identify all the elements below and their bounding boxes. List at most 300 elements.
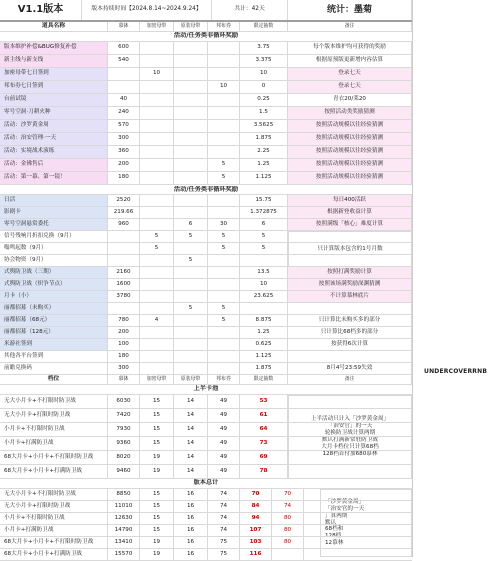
cell-limited-pulls: 1.25	[240, 327, 288, 338]
cell-limited-pulls: 70	[240, 489, 272, 500]
cell-item-name: 式舆防卫战（三期）	[0, 267, 108, 278]
total-note-line: 128档	[325, 533, 342, 540]
cell-item-name: 活动：金佛售后	[0, 159, 108, 171]
cell-encrypted-tape: 19	[140, 537, 174, 548]
cell-bangboo-ticket	[208, 107, 240, 119]
cell-limited-pulls: 1.125	[240, 351, 288, 362]
cell-note: 按照打满奖励计算	[288, 267, 412, 278]
cell-polychrome: 180	[108, 172, 140, 184]
cell-encrypted-tape	[140, 42, 174, 54]
total-note-line: 「沙罗黄金周」	[325, 498, 365, 505]
total-tier-row	[0, 525, 412, 537]
cell-encrypted-tape: 19	[140, 451, 174, 464]
statistician: 统计：墨菊	[288, 0, 412, 20]
cell-polychrome: 8850	[108, 489, 140, 500]
upper-title-row	[0, 385, 412, 395]
section1-row	[0, 133, 412, 146]
cell-limited-pulls: 78	[240, 465, 288, 478]
section2-title-row	[0, 186, 412, 195]
cell-bangboo-ticket: 75	[208, 549, 240, 560]
cell-master-tape: 14	[174, 451, 208, 464]
cell-limited-pulls: 73	[240, 437, 288, 450]
tier-col-bangboo: 邦布券	[208, 375, 240, 384]
upper-note-line: 大月卡档位只计算68档	[321, 443, 379, 450]
cell-master-tape: 14	[174, 395, 208, 408]
cell-item-name: 米游社签到	[0, 339, 108, 350]
cell-bangboo-ticket	[208, 68, 240, 80]
section1-row	[0, 172, 412, 185]
cell-limited-pulls: 0	[240, 81, 288, 93]
cell-master-tape	[174, 195, 208, 206]
total-note-line: 12慕林	[325, 540, 344, 547]
cell-item-name: 台前试镜	[0, 94, 108, 106]
section2-row	[0, 351, 412, 363]
total-tier-row	[0, 537, 412, 549]
cell-polychrome: 12630	[108, 513, 140, 524]
section2-row	[0, 267, 412, 279]
cell-limited-pulls: 53	[240, 395, 288, 408]
cell-bangboo-ticket: 30	[208, 219, 240, 230]
cell-encrypted-tape	[140, 195, 174, 206]
cell-master-tape	[174, 351, 208, 362]
cell-master-tape	[174, 243, 208, 254]
cell-item-name: 新主线与新支线	[0, 55, 108, 67]
cell-encrypted-tape	[140, 351, 174, 362]
cell-master-tape	[174, 94, 208, 106]
cell-item-name: 小月卡+不打限时防卫战	[0, 423, 108, 436]
cell-encrypted-tape	[140, 339, 174, 350]
cell-limited-pulls: 1.125	[240, 172, 288, 184]
col-master-tape: 原装母带	[174, 22, 208, 31]
cell-encrypted-tape: 15	[140, 525, 174, 536]
cell-master-tape	[174, 279, 208, 290]
cell-master-tape	[174, 172, 208, 184]
cell-bangboo-ticket: 49	[208, 437, 240, 450]
tier-col-encrypted: 加密母带	[140, 375, 174, 384]
cell-bangboo-ticket: 49	[208, 465, 240, 478]
cell-bangboo-ticket: 49	[208, 423, 240, 436]
section2-row	[0, 255, 412, 267]
section2-title: 活动/任务类非循环奖励	[173, 186, 239, 193]
cell-polychrome: 570	[108, 120, 140, 132]
section2-row	[0, 363, 412, 375]
side-watermark-label: UNDERCOVERRNB	[424, 368, 488, 375]
cell-master-tape: 16	[174, 489, 208, 500]
tier-col-polychrome: 慕钵	[108, 375, 140, 384]
upper-tier-row	[0, 465, 412, 479]
cell-item-name: 零号空洞·刀耕火种	[0, 107, 108, 119]
cell-polychrome: 9460	[108, 465, 140, 478]
tier-header-row	[0, 375, 412, 385]
upper-note-line: 轮换防卫战计算两期	[324, 430, 376, 437]
cell-bangboo-ticket	[208, 207, 240, 218]
col-notes: 备注	[288, 22, 412, 31]
cell-bangboo-ticket: 49	[208, 409, 240, 422]
cell-master-tape: 16	[174, 513, 208, 524]
tier-col-master: 原装母带	[174, 375, 208, 384]
cell-item-name: 活动：沙罗黄金周	[0, 120, 108, 132]
cell-polychrome	[108, 81, 140, 93]
cell-polychrome	[108, 68, 140, 80]
upper-note-line: 默认打满新常驻防卫战	[322, 437, 378, 443]
version-title: V1.1版本	[0, 0, 82, 20]
cell-limited-pulls: 13.5	[240, 267, 288, 278]
cell-polychrome: 100	[108, 339, 140, 350]
cell-item-name: 活动：第一幕、第一镜！	[0, 172, 108, 184]
upper-tier-row	[0, 437, 412, 451]
cell-limited-pulls	[240, 303, 288, 314]
cell-polychrome: 2160	[108, 267, 140, 278]
cell-bangboo-ticket	[208, 146, 240, 158]
section2-row	[0, 195, 412, 207]
cell-bangboo-ticket	[208, 291, 240, 302]
cell-note: 按照满级「核心」难度计算	[288, 219, 412, 230]
cell-encrypted-tape	[140, 255, 174, 266]
cell-bangboo-ticket	[208, 195, 240, 206]
cell-master-tape: 16	[174, 501, 208, 512]
cell-bangboo-ticket	[208, 133, 240, 145]
cell-polychrome	[108, 231, 140, 242]
cell-polychrome: 15570	[108, 549, 140, 560]
total-note-line: 」算两期	[325, 512, 348, 519]
cell-item-name: 式舆防卫战（炽争节点）	[0, 279, 108, 290]
cell-bangboo-ticket: 74	[208, 501, 240, 512]
cell-note: 只计算比未购买多的部分	[288, 315, 412, 326]
cell-item-name: 丽都招募（68元）	[0, 315, 108, 326]
cell-note: 登录七天	[288, 81, 412, 93]
cell-note: 8月4号23:59失效	[288, 363, 412, 374]
cell-master-tape	[174, 315, 208, 326]
cell-limited-pulls: 116	[240, 549, 272, 560]
col-polychrome: 慕钵	[108, 22, 140, 31]
section2-row	[0, 207, 412, 219]
cell-polychrome: 1600	[108, 279, 140, 290]
upper-tier-row	[0, 409, 412, 423]
col-bangboo-ticket: 邦布券	[208, 22, 240, 31]
cell-note	[288, 351, 412, 362]
cell-bangboo-ticket: 74	[208, 489, 240, 500]
cell-encrypted-tape	[140, 219, 174, 230]
cell-limited-pulls: 61	[240, 409, 288, 422]
cell-polychrome: 14790	[108, 525, 140, 536]
cell-master-tape	[174, 133, 208, 145]
cell-polychrome: 13410	[108, 537, 140, 548]
cell-item-name: 68大月卡+小月卡+打满防卫战	[0, 549, 108, 560]
cell-polychrome: 3780	[108, 291, 140, 302]
cell-master-tape	[174, 120, 208, 132]
cell-polychrome: 300	[108, 133, 140, 145]
section1-title-row	[0, 32, 412, 42]
section2-row	[0, 219, 412, 231]
upper-tier-row	[0, 423, 412, 437]
total-note-line: 「治安官的一天	[325, 505, 365, 512]
cell-encrypted-tape	[140, 120, 174, 132]
cell-item-name: 协会物资（9月）	[0, 255, 108, 266]
cell-item-name: 加密母带七日签到	[0, 68, 108, 80]
cell-polychrome: 240	[108, 107, 140, 119]
merged-note-text: 只计算版本包含的1号月数	[317, 245, 383, 252]
cell-encrypted-tape: 15	[140, 513, 174, 524]
cell-item-name: 影剧卡	[0, 207, 108, 218]
col-encrypted-tape: 加密母带	[140, 22, 174, 31]
cell-encrypted-tape	[140, 303, 174, 314]
cell-encrypted-tape	[140, 172, 174, 184]
cell-master-tape	[174, 146, 208, 158]
cell-polychrome: 960	[108, 219, 140, 230]
cell-bangboo-ticket: 5	[208, 303, 240, 314]
cell-master-tape	[174, 55, 208, 67]
section1-row	[0, 42, 412, 55]
cell-limited-pulls: 103	[240, 537, 272, 548]
cell-polychrome: 540	[108, 55, 140, 67]
cell-encrypted-tape	[140, 267, 174, 278]
cell-encrypted-tape: 15	[140, 501, 174, 512]
cell-encrypted-tape	[140, 279, 174, 290]
cell-note: 80	[272, 537, 304, 548]
cell-item-name: 68大月卡+小月卡+不打限时防卫战	[0, 451, 108, 464]
cell-master-tape: 14	[174, 437, 208, 450]
cell-encrypted-tape	[140, 363, 174, 374]
cell-polychrome: 180	[108, 351, 140, 362]
cell-master-tape	[174, 81, 208, 93]
cell-note: 不计算慕林底片	[288, 291, 412, 302]
cell-master-tape	[174, 327, 208, 338]
cell-polychrome: 780	[108, 315, 140, 326]
cell-encrypted-tape: 15	[140, 395, 174, 408]
cell-item-name: 邦布券七日签到	[0, 81, 108, 93]
section2-row	[0, 339, 412, 351]
cell-item-name: 丽都招募（未购买）	[0, 303, 108, 314]
cell-limited-pulls: 84	[240, 501, 272, 512]
cell-note: 只计算比68档多的部分	[288, 327, 412, 338]
cell-encrypted-tape	[140, 94, 174, 106]
cell-master-tape	[174, 42, 208, 54]
section1-row	[0, 94, 412, 107]
cell-bangboo-ticket	[208, 42, 240, 54]
total-note-line: 默认	[325, 519, 337, 526]
version-period: 版本持续时间【2024.8.14~2024.9.24】	[82, 0, 212, 20]
cell-note: 80	[272, 513, 304, 524]
cell-item-name: 小月卡+打满防卫战	[0, 437, 108, 450]
tier-col-notes: 备注	[288, 375, 412, 384]
total-tier-row	[0, 489, 412, 501]
cell-limited-pulls: 64	[240, 423, 288, 436]
tier-col-tier: 档位	[0, 375, 108, 384]
cell-bangboo-ticket	[208, 339, 240, 350]
cell-encrypted-tape	[140, 207, 174, 218]
cell-encrypted-tape: 4	[140, 315, 174, 326]
cell-bangboo-ticket: 74	[208, 525, 240, 536]
cell-note: 按获得6次计算	[288, 339, 412, 350]
cell-polychrome: 7930	[108, 423, 140, 436]
cell-item-name: 68大月卡+小月卡+打满防卫战	[0, 465, 108, 478]
cell-limited-pulls: 1.372875	[240, 207, 288, 218]
cell-polychrome	[108, 255, 140, 266]
cell-polychrome: 360	[108, 146, 140, 158]
cell-bangboo-ticket: 74	[208, 513, 240, 524]
section1-row	[0, 81, 412, 94]
cell-encrypted-tape: 10	[140, 68, 174, 80]
cell-note: 按照该场满奖励深渊猜测	[288, 279, 412, 290]
cell-item-name: 信号残响月折扣兑换（9月）	[0, 231, 108, 242]
cell-master-tape: 16	[174, 525, 208, 536]
cell-polychrome: 9360	[108, 437, 140, 450]
cell-bangboo-ticket: 5	[208, 231, 240, 242]
cell-master-tape	[174, 68, 208, 80]
cell-limited-pulls: 15.75	[240, 195, 288, 206]
cell-polychrome: 2520	[108, 195, 140, 206]
cell-polychrome: 200	[108, 159, 140, 171]
cell-note: 按照活动规模以往经验猜测	[288, 120, 412, 132]
cell-polychrome	[108, 243, 140, 254]
cell-item-name: 小月卡+打满防卫战	[0, 525, 108, 536]
cell-item-name: 无大小月卡+打限时防卫战	[0, 501, 108, 512]
cell-limited-pulls: 10	[240, 68, 288, 80]
cell-encrypted-tape: 15	[140, 489, 174, 500]
cell-item-name: 嗡鸣起数（9月）	[0, 243, 108, 254]
section1-row	[0, 159, 412, 172]
section2-row	[0, 243, 412, 255]
cell-note: 74	[272, 501, 304, 512]
total-tier-row	[0, 498, 412, 513]
total-note-line: 68档和	[325, 526, 344, 533]
cell-encrypted-tape: 5	[140, 243, 174, 254]
upper-note-line: 上半活动只计入「沙罗黄金周」	[310, 416, 390, 423]
section1-row	[0, 68, 412, 81]
cell-bangboo-ticket	[208, 267, 240, 278]
cell-polychrome: 11010	[108, 501, 140, 512]
cell-bangboo-ticket: 5	[208, 159, 240, 171]
cell-item-name: 活动：治安管理·一天	[0, 133, 108, 145]
cell-note	[272, 549, 304, 560]
cell-polychrome: 219.66	[108, 207, 140, 218]
section2-row	[0, 291, 412, 303]
cell-limited-pulls: 5	[240, 231, 288, 242]
tier-col-pulls: 限定抽数	[240, 375, 288, 384]
cell-item-name: 丽都招募（128元）	[0, 327, 108, 338]
cell-note: 80	[272, 525, 304, 536]
cell-item-name: 活动：实境战术演练	[0, 146, 108, 158]
version-total-days: 共计：42天	[212, 0, 288, 20]
section2-row	[0, 231, 412, 243]
cell-polychrome	[108, 303, 140, 314]
cell-bangboo-ticket	[208, 55, 240, 67]
cell-polychrome: 6030	[108, 395, 140, 408]
cell-limited-pulls: 3.75	[240, 42, 288, 54]
cell-master-tape: 16	[174, 549, 208, 560]
column-header-row	[0, 22, 412, 32]
cell-bangboo-ticket	[208, 255, 240, 266]
cell-encrypted-tape	[140, 55, 174, 67]
cell-polychrome: 200	[108, 327, 140, 338]
cell-item-name: 无大小月卡+打限时防卫战	[0, 409, 108, 422]
cell-encrypted-tape	[140, 146, 174, 158]
cell-limited-pulls: 0.625	[240, 339, 288, 350]
upper-title: 上半卡池	[193, 385, 219, 393]
total-title: 版本总计	[193, 479, 219, 487]
cell-master-tape: 14	[174, 465, 208, 478]
cell-item-name: 68大月卡+小月卡+不打限时防卫战	[0, 537, 108, 548]
cell-item-name: 无大小月卡+不打限时防卫战	[0, 395, 108, 408]
cell-encrypted-tape	[140, 327, 174, 338]
cell-item-name: 无大小月卡+不打限时防卫战	[0, 489, 108, 500]
cell-bangboo-ticket	[208, 327, 240, 338]
cell-note: 登录七天	[288, 68, 412, 80]
cell-encrypted-tape	[140, 291, 174, 302]
cell-master-tape	[174, 107, 208, 119]
cell-limited-pulls: 8.875	[240, 315, 288, 326]
cell-limited-pulls: 1.25	[240, 159, 288, 171]
upper-tier-row	[0, 395, 412, 409]
cell-encrypted-tape: 15	[140, 423, 174, 436]
cell-limited-pulls	[240, 255, 288, 266]
cell-master-tape: 5	[174, 231, 208, 242]
cell-master-tape: 5	[174, 303, 208, 314]
cell-item-name: 零号空洞悬赏委托	[0, 219, 108, 230]
section1-row	[0, 120, 412, 133]
cell-polychrome: 8020	[108, 451, 140, 464]
cell-bangboo-ticket: 5	[208, 243, 240, 254]
cell-polychrome: 300	[108, 363, 140, 374]
cell-bangboo-ticket	[208, 363, 240, 374]
section1-row	[0, 146, 412, 159]
col-limited-pulls: 限定抽数	[240, 22, 288, 31]
cell-encrypted-tape	[140, 81, 174, 93]
cell-bangboo-ticket: 10	[208, 81, 240, 93]
header-row	[0, 0, 412, 22]
cell-note: 按照活动规模以往经验猜测	[288, 133, 412, 145]
cell-encrypted-tape	[140, 133, 174, 145]
cell-limited-pulls: 6	[240, 219, 288, 230]
cell-limited-pulls: 3.375	[240, 55, 288, 67]
cell-master-tape: 14	[174, 409, 208, 422]
cell-limited-pulls: 1.875	[240, 133, 288, 145]
cell-polychrome: 7420	[108, 409, 140, 422]
cell-encrypted-tape: 19	[140, 465, 174, 478]
cell-limited-pulls: 1.5	[240, 107, 288, 119]
cell-encrypted-tape: 15	[140, 437, 174, 450]
cell-limited-pulls: 107	[240, 525, 272, 536]
cell-limited-pulls: 23.625	[240, 291, 288, 302]
cell-limited-pulls: 1.875	[240, 363, 288, 374]
cell-master-tape	[174, 207, 208, 218]
cell-bangboo-ticket	[208, 120, 240, 132]
cell-note: 按照活动规模以往经验猜测	[288, 159, 412, 171]
cell-limited-pulls: 2.25	[240, 146, 288, 158]
cell-note: 按照活动类奖励猜测	[288, 107, 412, 119]
section1-row	[0, 107, 412, 120]
cell-note: 按照活动规模以往经验猜测	[288, 146, 412, 158]
cell-note: 按照活动规模以往经验猜测	[288, 172, 412, 184]
cell-master-tape	[174, 339, 208, 350]
cell-note	[288, 303, 412, 314]
cell-bangboo-ticket: 75	[208, 537, 240, 548]
cell-encrypted-tape	[140, 159, 174, 171]
cell-note: 青衣20/莱20	[288, 94, 412, 106]
cell-master-tape: 14	[174, 423, 208, 436]
cell-item-name: 版本维护补偿&BUG修复补偿	[0, 42, 108, 54]
cell-master-tape: 5	[174, 255, 208, 266]
cell-bangboo-ticket	[208, 94, 240, 106]
cell-item-name: 前瞻兑换码	[0, 363, 108, 374]
cell-note: 每日400活跃	[288, 195, 412, 206]
section1-title: 活动/任务类非循环奖励	[173, 32, 239, 40]
cell-limited-pulls: 0.25	[240, 94, 288, 106]
section2-row	[0, 279, 412, 291]
total-title-row	[0, 479, 412, 489]
cell-polychrome: 600	[108, 42, 140, 54]
section2-row	[0, 327, 412, 339]
